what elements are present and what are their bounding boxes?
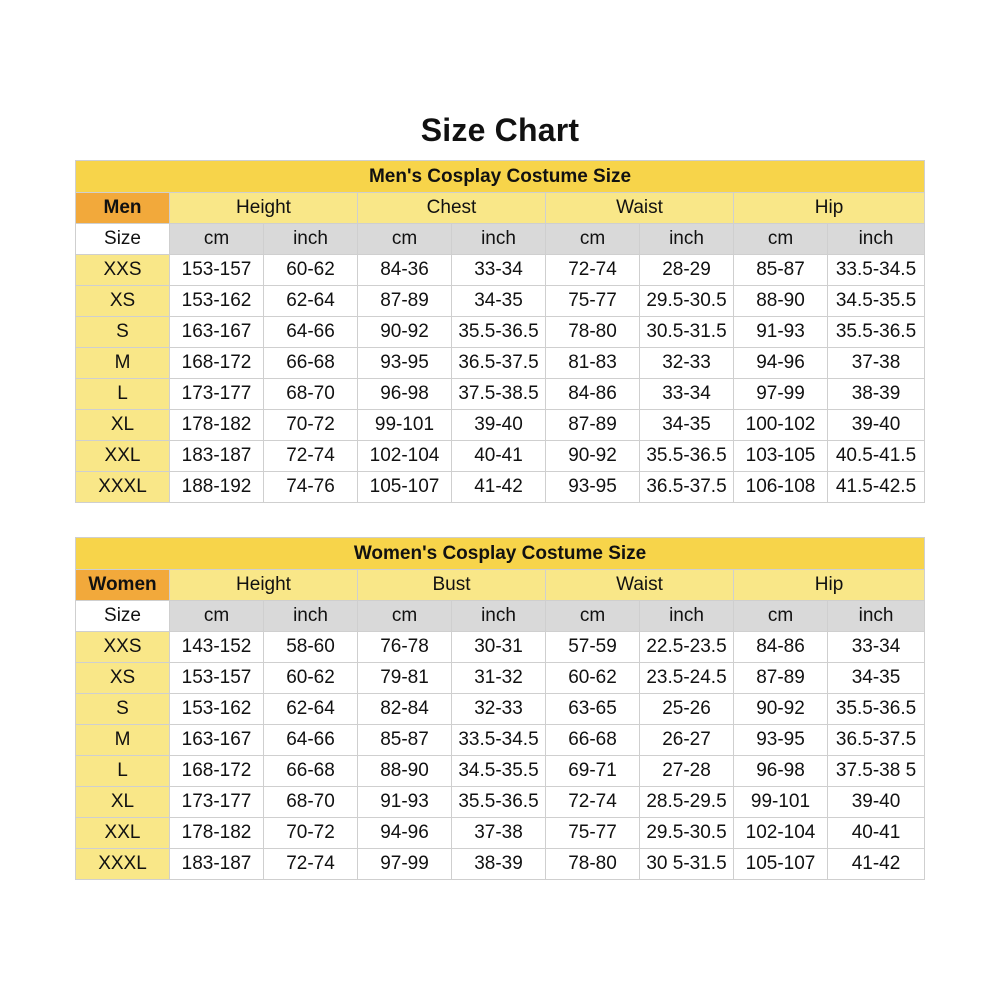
measurement-cell: 72-74: [546, 787, 640, 818]
page-title: Size Chart: [420, 112, 580, 148]
measurement-cell: 183-187: [170, 441, 264, 472]
measurement-cell: 40-41: [452, 441, 546, 472]
measurement-cell: 32-33: [640, 348, 734, 379]
measurement-cell: 41-42: [452, 472, 546, 503]
women-size-table: [75, 537, 925, 880]
unit-label: cm: [358, 224, 452, 255]
table-row: [76, 756, 925, 787]
size-cell: XS: [76, 286, 170, 317]
measurement-cell: 64-66: [264, 725, 358, 756]
measurement-cell: 81-83: [546, 348, 640, 379]
measurement-cell: 105-107: [734, 849, 828, 880]
measurement-cell: 173-177: [170, 787, 264, 818]
measurement-cell: 38-39: [828, 379, 925, 410]
measurement-cell: 36.5-37.5: [640, 472, 734, 503]
unit-label: cm: [170, 224, 264, 255]
measurement-cell: 68-70: [264, 787, 358, 818]
table-row: [76, 317, 925, 348]
measurement-cell: 62-64: [264, 694, 358, 725]
table-caption-row: [76, 161, 925, 193]
size-column-label: Size: [76, 601, 170, 632]
unit-label: inch: [452, 224, 546, 255]
unit-label: inch: [452, 601, 546, 632]
measurement-cell: 103-105: [734, 441, 828, 472]
measurement-cell: 62-64: [264, 286, 358, 317]
measurement-cell: 37-38: [828, 348, 925, 379]
measurement-cell: 38-39: [452, 849, 546, 880]
table-row: [76, 255, 925, 286]
measurement-cell: 34-35: [452, 286, 546, 317]
measurement-cell: 41-42: [828, 849, 925, 880]
measurement-cell: 84-86: [546, 379, 640, 410]
measurement-cell: 40-41: [828, 818, 925, 849]
measurement-cell: 188-192: [170, 472, 264, 503]
measurement-cell: 84-86: [734, 632, 828, 663]
measurement-cell: 28.5-29.5: [640, 787, 734, 818]
men-table-caption: Men's Cosplay Costume Size: [76, 161, 925, 193]
measurement-cell: 88-90: [734, 286, 828, 317]
table-caption-row: [76, 538, 925, 570]
measurement-cell: 60-62: [264, 255, 358, 286]
measurement-cell: 33-34: [828, 632, 925, 663]
measurement-cell: 30-31: [452, 632, 546, 663]
size-cell: L: [76, 756, 170, 787]
size-cell: XL: [76, 787, 170, 818]
measurement-cell: 72-74: [264, 849, 358, 880]
measurement-cell: 34-35: [640, 410, 734, 441]
measurement-cell: 35.5-36.5: [828, 317, 925, 348]
measurement-cell: 30 5-31.5: [640, 849, 734, 880]
measurement-cell: 106-108: [734, 472, 828, 503]
size-cell: M: [76, 348, 170, 379]
measurement-cell: 75-77: [546, 818, 640, 849]
size-cell: L: [76, 379, 170, 410]
measurement-cell: 163-167: [170, 317, 264, 348]
measurement-cell: 33.5-34.5: [452, 725, 546, 756]
header-waist: Waist: [546, 193, 734, 224]
size-column-label: Size: [76, 224, 170, 255]
measurement-cell: 57-59: [546, 632, 640, 663]
measurement-cell: 96-98: [358, 379, 452, 410]
unit-label: cm: [358, 601, 452, 632]
table-row: [76, 632, 925, 663]
measurement-cell: 33.5-34.5: [828, 255, 925, 286]
size-cell: XL: [76, 410, 170, 441]
measurement-cell: 60-62: [546, 663, 640, 694]
unit-label: inch: [640, 224, 734, 255]
measurement-cell: 87-89: [546, 410, 640, 441]
measurement-cell: 26-27: [640, 725, 734, 756]
measurement-cell: 91-93: [358, 787, 452, 818]
measurement-cell: 93-95: [358, 348, 452, 379]
unit-header-row: [76, 224, 925, 255]
table-row: [76, 286, 925, 317]
unit-label: inch: [640, 601, 734, 632]
table-row: [76, 441, 925, 472]
measurement-cell: 35.5-36.5: [452, 317, 546, 348]
measurement-cell: 78-80: [546, 849, 640, 880]
measurement-cell: 36.5-37.5: [828, 725, 925, 756]
measurement-cell: 66-68: [546, 725, 640, 756]
size-cell: M: [76, 725, 170, 756]
measurement-cell: 100-102: [734, 410, 828, 441]
women-table-caption: Women's Cosplay Costume Size: [76, 538, 925, 570]
measurement-cell: 84-36: [358, 255, 452, 286]
measurement-cell: 40.5-41.5: [828, 441, 925, 472]
women-table-body: [76, 632, 925, 880]
measurement-cell: 33-34: [640, 379, 734, 410]
table-row: [76, 410, 925, 441]
table-row: [76, 849, 925, 880]
measurement-cell: 102-104: [358, 441, 452, 472]
measurement-cell: 31-32: [452, 663, 546, 694]
measurement-cell: 33-34: [452, 255, 546, 286]
measurement-cell: 34.5-35.5: [452, 756, 546, 787]
unit-label: inch: [828, 601, 925, 632]
men-corner-label: Men: [76, 193, 170, 224]
women-corner-label: Women: [76, 570, 170, 601]
table-row: [76, 472, 925, 503]
size-cell: XXS: [76, 632, 170, 663]
table-row: [76, 787, 925, 818]
measurement-cell: 72-74: [264, 441, 358, 472]
measurement-cell: 88-90: [358, 756, 452, 787]
measurement-cell: 178-182: [170, 410, 264, 441]
measurement-cell: 35.5-36.5: [452, 787, 546, 818]
size-cell: S: [76, 694, 170, 725]
measurement-cell: 102-104: [734, 818, 828, 849]
measurement-cell: 37.5-38 5: [828, 756, 925, 787]
measurement-cell: 178-182: [170, 818, 264, 849]
measurement-cell: 70-72: [264, 410, 358, 441]
header-hip: Hip: [734, 193, 925, 224]
measurement-cell: 153-162: [170, 694, 264, 725]
header-chest: Chest: [358, 193, 546, 224]
measurement-cell: 163-167: [170, 725, 264, 756]
table-row: [76, 348, 925, 379]
measurement-cell: 37.5-38.5: [452, 379, 546, 410]
measurement-cell: 79-81: [358, 663, 452, 694]
header-height: Height: [170, 193, 358, 224]
unit-label: cm: [546, 601, 640, 632]
unit-label: cm: [734, 224, 828, 255]
measurement-cell: 105-107: [358, 472, 452, 503]
size-cell: XS: [76, 663, 170, 694]
measurement-cell: 82-84: [358, 694, 452, 725]
measurement-cell: 23.5-24.5: [640, 663, 734, 694]
unit-label: cm: [734, 601, 828, 632]
measurement-cell: 29.5-30.5: [640, 818, 734, 849]
measurement-cell: 28-29: [640, 255, 734, 286]
measure-header-row: [76, 193, 925, 224]
table-row: [76, 694, 925, 725]
men-size-table: [75, 160, 925, 503]
measurement-cell: 41.5-42.5: [828, 472, 925, 503]
table-row: [76, 379, 925, 410]
header-height: Height: [170, 570, 358, 601]
measurement-cell: 90-92: [358, 317, 452, 348]
measurement-cell: 32-33: [452, 694, 546, 725]
measurement-cell: 34.5-35.5: [828, 286, 925, 317]
measurement-cell: 93-95: [734, 725, 828, 756]
measurement-cell: 34-35: [828, 663, 925, 694]
unit-label: inch: [828, 224, 925, 255]
measurement-cell: 173-177: [170, 379, 264, 410]
measurement-cell: 36.5-37.5: [452, 348, 546, 379]
measurement-cell: 66-68: [264, 348, 358, 379]
measurement-cell: 168-172: [170, 756, 264, 787]
measurement-cell: 39-40: [452, 410, 546, 441]
measurement-cell: 97-99: [358, 849, 452, 880]
measurement-cell: 87-89: [734, 663, 828, 694]
measurement-cell: 27-28: [640, 756, 734, 787]
unit-label: cm: [546, 224, 640, 255]
measurement-cell: 74-76: [264, 472, 358, 503]
unit-label: inch: [264, 601, 358, 632]
measurement-cell: 94-96: [358, 818, 452, 849]
measurement-cell: 76-78: [358, 632, 452, 663]
measurement-cell: 91-93: [734, 317, 828, 348]
header-waist: Waist: [546, 570, 734, 601]
measurement-cell: 66-68: [264, 756, 358, 787]
measurement-cell: 90-92: [546, 441, 640, 472]
measurement-cell: 63-65: [546, 694, 640, 725]
unit-label: inch: [264, 224, 358, 255]
measurement-cell: 75-77: [546, 286, 640, 317]
unit-label: cm: [170, 601, 264, 632]
measurement-cell: 35.5-36.5: [640, 441, 734, 472]
size-cell: S: [76, 317, 170, 348]
measurement-cell: 85-87: [358, 725, 452, 756]
measurement-cell: 64-66: [264, 317, 358, 348]
men-table-body: [76, 255, 925, 503]
measurement-cell: 153-162: [170, 286, 264, 317]
measurement-cell: 99-101: [358, 410, 452, 441]
measurement-cell: 183-187: [170, 849, 264, 880]
measurement-cell: 58-60: [264, 632, 358, 663]
measurement-cell: 94-96: [734, 348, 828, 379]
unit-header-row: [76, 601, 925, 632]
measurement-cell: 72-74: [546, 255, 640, 286]
measurement-cell: 35.5-36.5: [828, 694, 925, 725]
measurement-cell: 69-71: [546, 756, 640, 787]
measurement-cell: 99-101: [734, 787, 828, 818]
measurement-cell: 68-70: [264, 379, 358, 410]
measurement-cell: 39-40: [828, 787, 925, 818]
header-bust: Bust: [358, 570, 546, 601]
table-row: [76, 663, 925, 694]
measurement-cell: 153-157: [170, 663, 264, 694]
measurement-cell: 168-172: [170, 348, 264, 379]
measurement-cell: 78-80: [546, 317, 640, 348]
measurement-cell: 97-99: [734, 379, 828, 410]
table-row: [76, 725, 925, 756]
measurement-cell: 143-152: [170, 632, 264, 663]
measurement-cell: 60-62: [264, 663, 358, 694]
size-cell: XXXL: [76, 849, 170, 880]
measurement-cell: 96-98: [734, 756, 828, 787]
measurement-cell: 37-38: [452, 818, 546, 849]
size-cell: XXS: [76, 255, 170, 286]
measurement-cell: 70-72: [264, 818, 358, 849]
measurement-cell: 93-95: [546, 472, 640, 503]
table-row: [76, 818, 925, 849]
header-hip: Hip: [734, 570, 925, 601]
measurement-cell: 153-157: [170, 255, 264, 286]
measurement-cell: 29.5-30.5: [640, 286, 734, 317]
measurement-cell: 30.5-31.5: [640, 317, 734, 348]
measurement-cell: 25-26: [640, 694, 734, 725]
measurement-cell: 85-87: [734, 255, 828, 286]
measurement-cell: 90-92: [734, 694, 828, 725]
measurement-cell: 22.5-23.5: [640, 632, 734, 663]
size-cell: XXL: [76, 441, 170, 472]
measure-header-row: [76, 570, 925, 601]
size-cell: XXXL: [76, 472, 170, 503]
size-cell: XXL: [76, 818, 170, 849]
measurement-cell: 39-40: [828, 410, 925, 441]
measurement-cell: 87-89: [358, 286, 452, 317]
